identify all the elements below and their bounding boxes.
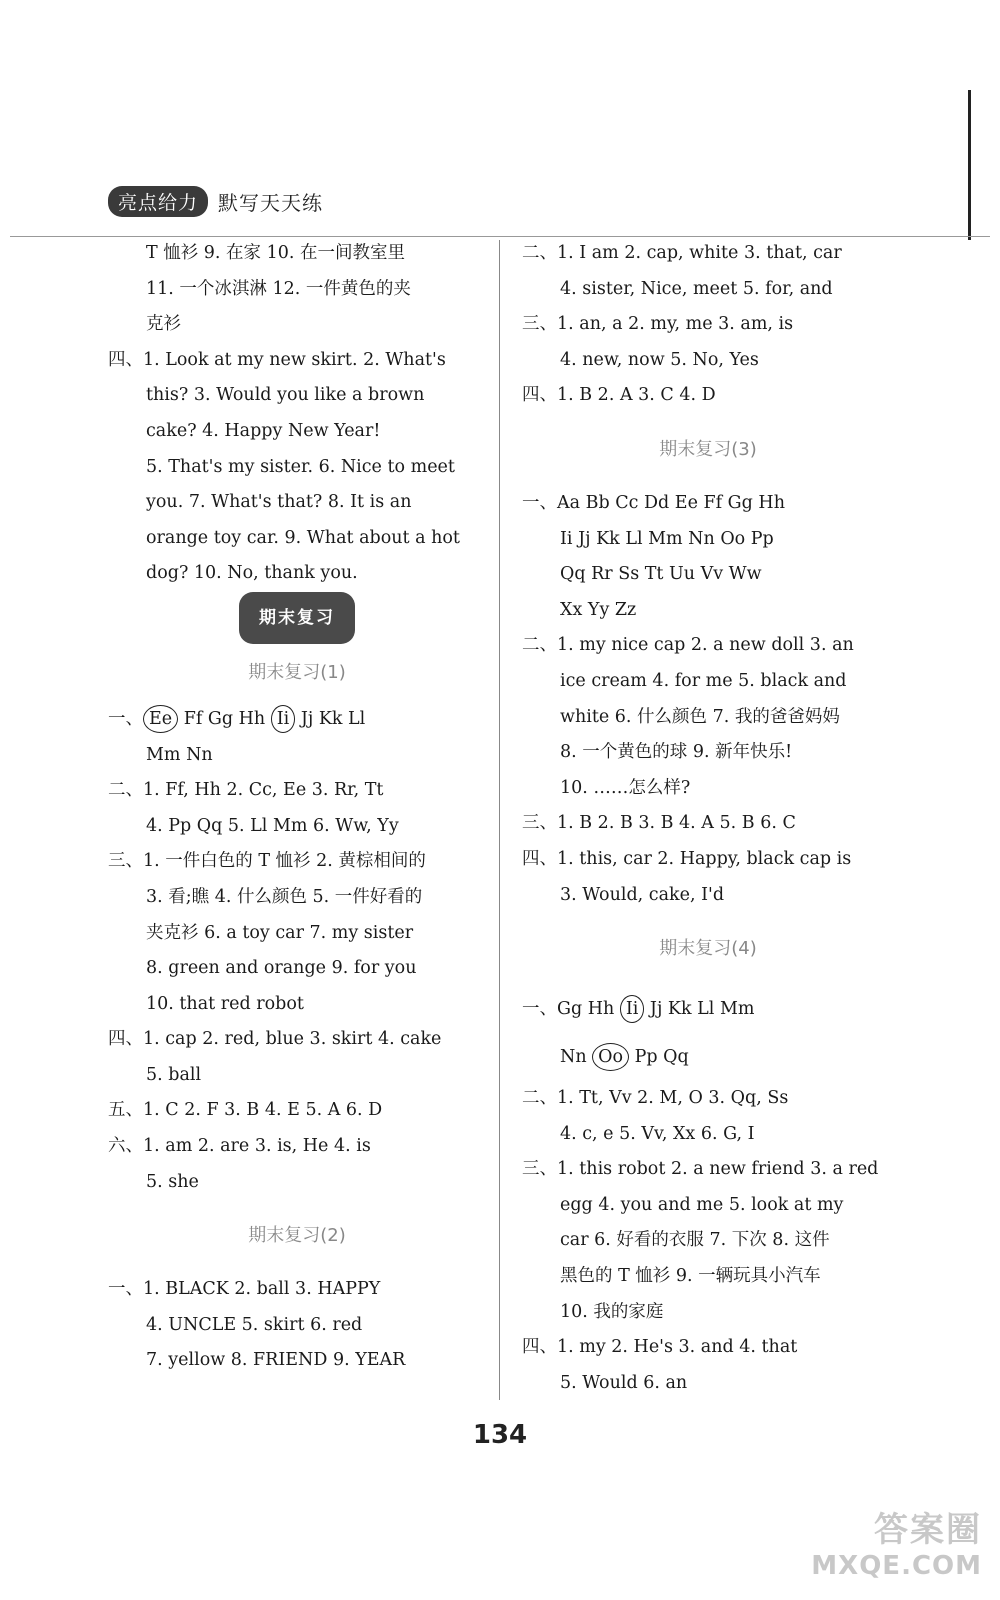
circled-letter: Ii (271, 705, 296, 733)
answer-line: 夹克衫 6. a toy car 7. my sister (146, 922, 414, 943)
answer-text: Jj Kk Ll (295, 708, 366, 729)
answer-line: 二、1. Ff, Hh 2. Cc, Ee 3. Rr, Tt (108, 780, 384, 801)
answer-text: 一、 (108, 708, 143, 729)
watermark-logo (811, 1502, 982, 1581)
subsection-heading-4: 期末复习(4) (659, 938, 757, 960)
answer-line: 3. 看;瞧 4. 什么颜色 5. 一件好看的 (146, 886, 423, 907)
answer-line: 二、1. Tt, Vv 2. M, O 3. Qq, Ss (522, 1088, 789, 1109)
answer-line: 4. UNCLE 5. skirt 6. red (146, 1314, 363, 1335)
answer-line: 4. new, now 5. No, Yes (560, 349, 759, 370)
answer-line: 三、1. an, a 2. my, me 3. am, is (522, 314, 794, 335)
circled-letter: Oo (592, 1043, 629, 1071)
answer-line: orange toy car. 9. What about a hot (146, 527, 460, 548)
circled-letter: Ii (620, 995, 645, 1023)
subsection-heading-1: 期末复习(1) (248, 661, 346, 683)
answer-line: Mm Nn (146, 744, 213, 765)
answer-line: Xx Yy Zz (560, 599, 637, 620)
answer-line: 11. 一个冰淇淋 12. 一件黄色的夹 (146, 278, 411, 299)
answer-text: Pp Qq (629, 1047, 689, 1068)
subsection-heading-3: 期末复习(3) (659, 438, 757, 460)
answer-line: 5. ball (146, 1064, 202, 1085)
answer-line: 10. 我的家庭 (560, 1301, 664, 1322)
answer-text: Nn (560, 1047, 593, 1068)
answer-line: 8. 一个黄色的球 9. 新年快乐! (560, 742, 793, 763)
answer-line: ice cream 4. for me 5. black and (560, 670, 847, 691)
header-badge: 亮点给力 (108, 186, 208, 217)
circled-letter: Ee (143, 705, 178, 733)
answer-line: this? 3. Would you like a brown (146, 385, 425, 406)
answer-line: 黑色的 T 恤衫 9. 一辆玩具小汽车 (560, 1266, 821, 1287)
answer-line: 六、1. am 2. are 3. is, He 4. is (108, 1136, 371, 1157)
answer-line (522, 1033, 894, 1081)
answer-line: 三、1. 一件白色的 T 恤衫 2. 黄棕相间的 (108, 851, 426, 872)
answer-line: 五、1. C 2. F 3. B 4. E 5. A 6. D (108, 1100, 383, 1121)
section-badge: 期末复习 (239, 592, 355, 644)
answer-line: 5. That's my sister. 6. Nice to meet (146, 456, 455, 477)
answer-line: 四、1. my 2. He's 3. and 4. that (522, 1337, 798, 1358)
answer-line: 10. that red robot (146, 993, 304, 1014)
answer-line: white 6. 什么颜色 7. 我的爸爸妈妈 (560, 706, 840, 727)
answer-line: egg 4. you and me 5. look at my (560, 1194, 844, 1215)
answer-line: 4. Pp Qq 5. Ll Mm 6. Ww, Yy (146, 815, 399, 836)
section-heading (108, 592, 486, 644)
page-edge-mark (968, 90, 971, 240)
right-column (522, 236, 894, 1401)
answer-line (108, 702, 486, 738)
answer-line: 8. green and orange 9. for you (146, 958, 417, 979)
column-divider (499, 240, 500, 1400)
header-subtitle: 默写天天练 (218, 190, 324, 215)
page-number: 134 (472, 1420, 528, 1450)
answer-line: 三、1. this robot 2. a new friend 3. a red (522, 1159, 879, 1180)
answer-line: 4. sister, Nice, meet 5. for, and (560, 278, 833, 299)
answer-line (522, 985, 894, 1033)
answer-text: Ff Gg Hh (178, 708, 271, 729)
answer-line: 四、1. Look at my new skirt. 2. What's (108, 349, 446, 370)
answer-line: 二、1. I am 2. cap, white 3. that, car (522, 243, 842, 263)
answer-line: Qq Rr Ss Tt Uu Vv Ww (560, 564, 762, 585)
answer-line: 克衫 (146, 314, 181, 335)
answer-line: 一、Aa Bb Cc Dd Ee Ff Gg Hh (522, 492, 785, 513)
answer-line: dog? 10. No, thank you. (146, 563, 358, 584)
answer-line: 二、1. my nice cap 2. a new doll 3. an (522, 635, 854, 656)
subsection-heading-2: 期末复习(2) (248, 1225, 346, 1247)
left-column (108, 236, 486, 1379)
answer-line: 3. Would, cake, I'd (560, 884, 725, 905)
answer-line: 10. ……怎么样? (560, 777, 691, 798)
answer-line: 7. yellow 8. FRIEND 9. YEAR (146, 1350, 406, 1371)
watermark-line-1: 答案圈 (874, 1510, 982, 1550)
answer-line: you. 7. What's that? 8. It is an (146, 492, 412, 513)
answer-line: 四、1. B 2. A 3. C 4. D (522, 385, 716, 406)
answer-line: T 恤衫 9. 在家 10. 在一间教室里 (146, 243, 406, 263)
answer-line: 四、1. cap 2. red, blue 3. skirt 4. cake (108, 1029, 442, 1050)
watermark-line-2: MXQE.COM (811, 1551, 982, 1581)
answer-line: cake? 4. Happy New Year! (146, 420, 381, 441)
answer-line: 三、1. B 2. B 3. B 4. A 5. B 6. C (522, 813, 796, 834)
answer-line: 5. Would 6. an (560, 1372, 688, 1393)
answer-line: 四、1. this, car 2. Happy, black cap is (522, 848, 852, 869)
answer-text: Jj Kk Ll Mm (644, 999, 755, 1020)
answer-text: 一、Gg Hh (522, 999, 620, 1020)
answer-line: 一、1. BLACK 2. ball 3. HAPPY (108, 1279, 381, 1300)
answer-line: Ii Jj Kk Ll Mm Nn Oo Pp (560, 528, 774, 549)
answer-line: car 6. 好看的衣服 7. 下次 8. 这件 (560, 1230, 830, 1251)
answer-line: 4. c, e 5. Vv, Xx 6. G, I (560, 1123, 755, 1144)
answer-line: 5. she (146, 1171, 199, 1192)
page-header (108, 186, 323, 216)
